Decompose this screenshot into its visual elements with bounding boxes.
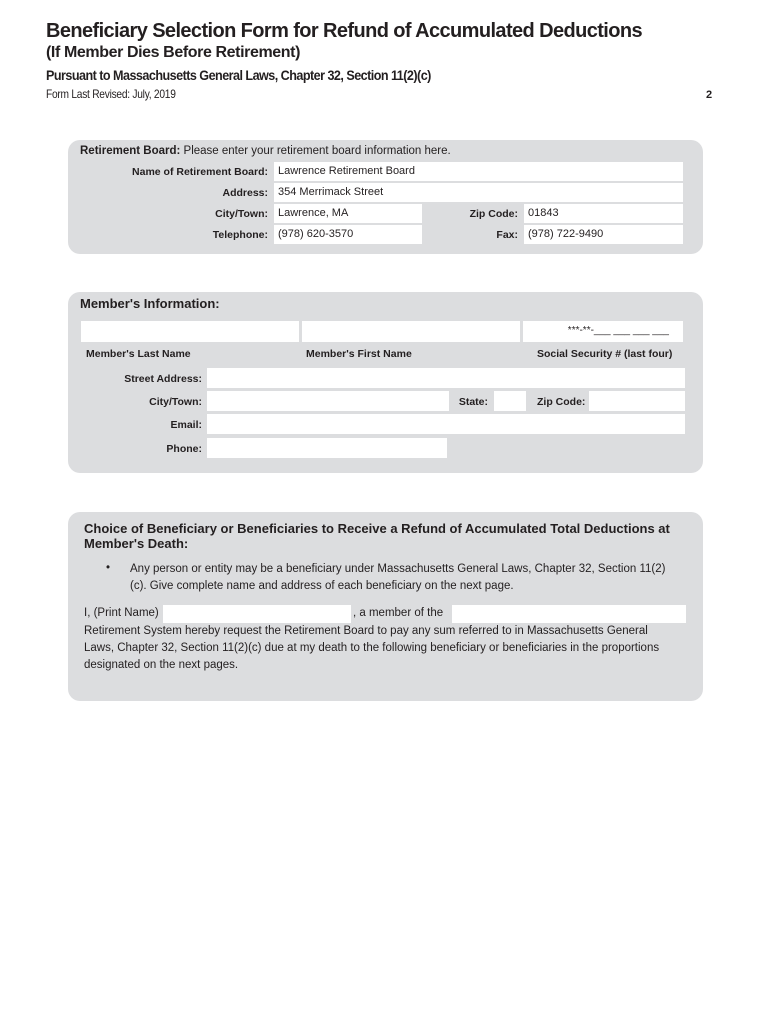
member-phone-field[interactable] xyxy=(207,438,447,458)
page-number: 2 xyxy=(706,89,713,101)
para-line3: designated on the next pages. xyxy=(84,659,239,671)
member-phone-label: Phone: xyxy=(166,443,202,455)
law-reference: Pursuant to Massachusetts General Laws, Chapter 32, Section 11(2)(c) xyxy=(46,67,431,83)
board-zip-label: Zip Code: xyxy=(469,208,518,220)
board-address-field[interactable]: 354 Merrimack Street xyxy=(274,183,683,202)
beneficiary-bullet-text xyxy=(130,561,696,595)
print-name-field[interactable] xyxy=(163,605,351,623)
member-ssn-label: Social Security # (last four) xyxy=(537,348,673,360)
revision-date: Form Last Revised: July, 2019 xyxy=(46,87,176,101)
board-city-field[interactable]: Lawrence, MA xyxy=(274,204,422,223)
para-line2: Laws, Chapter 32, Section 11(2)(c) due at my death to the following beneficiary or beneficiaries in the proportions xyxy=(84,642,660,654)
board-address-label: Address: xyxy=(222,187,268,199)
member-first-name-field[interactable] xyxy=(302,321,520,342)
ssn-mask: ***-**-___ ___ ___ ___ xyxy=(567,325,669,336)
request-paragraph xyxy=(84,623,694,674)
member-state-field[interactable] xyxy=(494,391,526,411)
retirement-board-heading xyxy=(80,145,451,157)
board-phone-field[interactable]: (978) 620-3570 xyxy=(274,225,422,244)
board-fax-label: Fax: xyxy=(496,229,518,241)
member-last-name-label: Member's Last Name xyxy=(86,348,191,360)
bullet-line2: (c). Give complete name and address of each beneficiary on the next page. xyxy=(130,580,514,592)
para-line1: Retirement System hereby request the Retirement Board to pay any sum referred to in Massachusetts General xyxy=(84,625,648,637)
page-title: Beneficiary Selection Form for Refund of Accumulated Deductions xyxy=(46,20,642,42)
member-info-panel xyxy=(68,292,703,473)
board-city-label: City/Town: xyxy=(215,208,268,220)
board-name-field[interactable]: Lawrence Retirement Board xyxy=(274,162,683,181)
retirement-board-heading-text: Please enter your retirement board information here. xyxy=(180,145,451,157)
retirement-system-field[interactable] xyxy=(452,605,686,623)
beneficiary-choice-heading-line2: Member's Death: xyxy=(84,536,189,551)
beneficiary-choice-panel xyxy=(68,512,703,701)
bullet-line1: Any person or entity may be a beneficiary under Massachusetts General Laws, Chapter 32, Section 11(2) xyxy=(130,563,666,575)
board-fax-field[interactable]: (978) 722-9490 xyxy=(524,225,683,244)
member-ssn-field[interactable] xyxy=(523,321,683,342)
member-city-label: City/Town: xyxy=(149,396,202,408)
member-zip-label: Zip Code: xyxy=(537,396,586,408)
retirement-board-heading-bold: Retirement Board: xyxy=(80,145,181,157)
page-subtitle: (If Member Dies Before Retirement) xyxy=(46,44,301,61)
member-zip-field[interactable] xyxy=(589,391,685,411)
member-street-field[interactable] xyxy=(207,368,685,388)
board-zip-field[interactable]: 01843 xyxy=(524,204,683,223)
member-street-label: Street Address: xyxy=(124,373,202,385)
retirement-board-panel xyxy=(68,140,703,254)
member-last-name-field[interactable] xyxy=(81,321,299,342)
board-name-label: Name of Retirement Board: xyxy=(132,166,268,178)
member-info-heading: Member's Information: xyxy=(80,296,220,311)
member-first-name-label: Member's First Name xyxy=(306,348,412,360)
print-name-label: I, (Print Name) xyxy=(84,607,159,619)
board-phone-label: Telephone: xyxy=(212,229,268,241)
member-state-label: State: xyxy=(458,396,488,408)
member-of-label: , a member of the xyxy=(353,607,444,619)
bullet-icon: • xyxy=(106,562,111,574)
member-email-label: Email: xyxy=(170,419,202,431)
beneficiary-choice-heading-line1: Choice of Beneficiary or Beneficiaries to Receive a Refund of Accumulated Total Deductions at xyxy=(84,521,670,536)
beneficiary-choice-heading xyxy=(84,521,670,551)
member-city-field[interactable] xyxy=(207,391,449,411)
member-email-field[interactable] xyxy=(207,414,685,434)
